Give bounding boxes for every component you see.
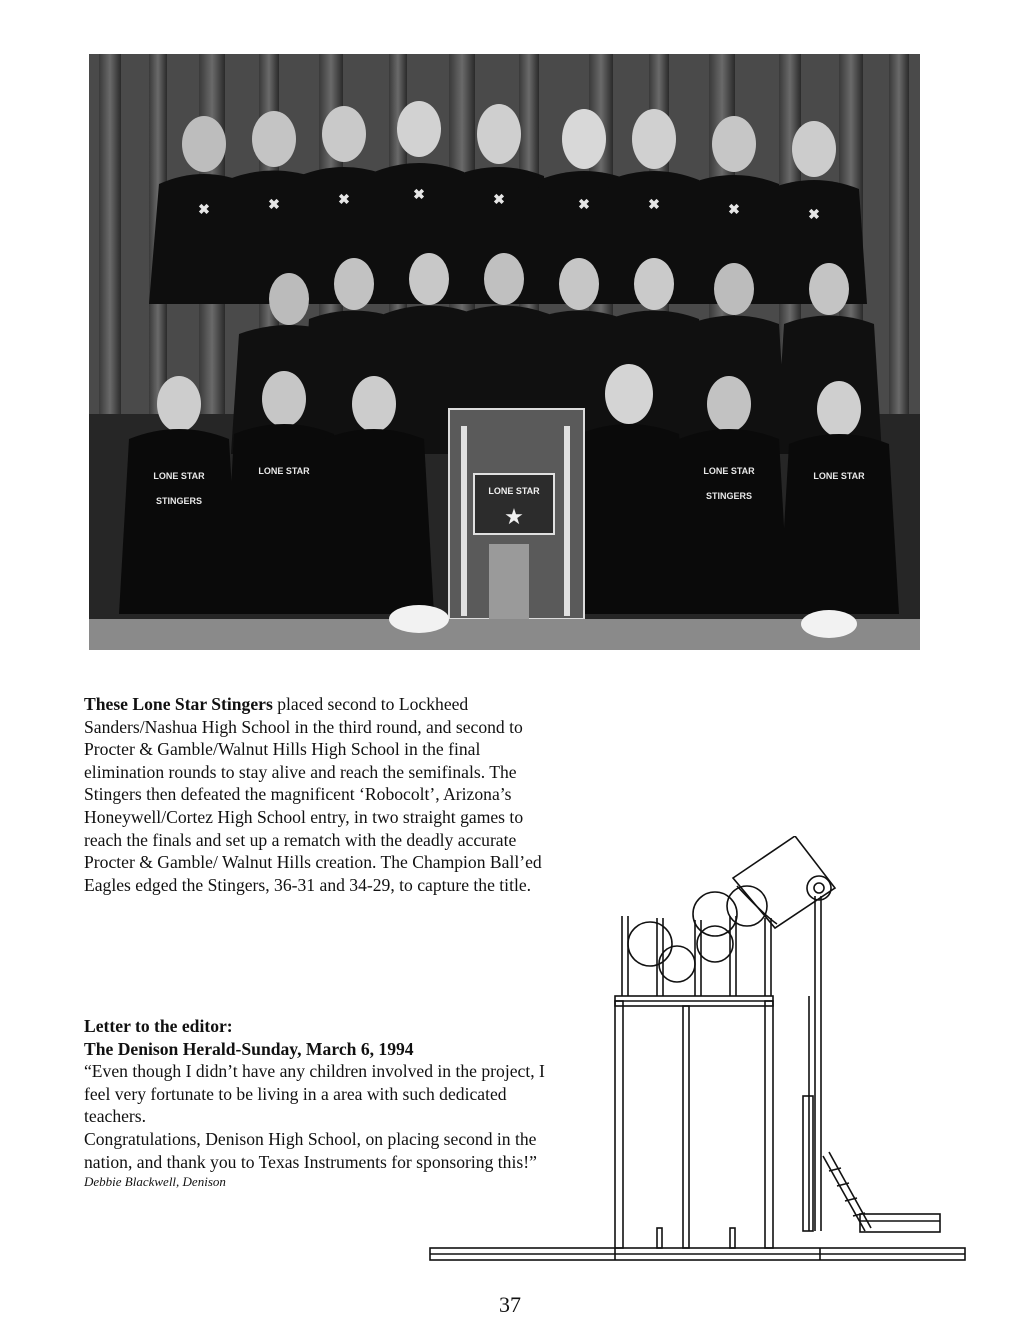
- letter-source: The Denison Herald-Sunday, March 6, 1994: [84, 1038, 414, 1059]
- robot: [449, 409, 584, 624]
- shirt-text-bottom: STINGERS: [155, 496, 203, 506]
- letter-paragraph-1: “Even though I didn’t have any children involved in the project, I feel very fortunate to be living in a area with such dedicated teachers.: [84, 1061, 545, 1127]
- shirt-text-top: LONE STAR: [813, 471, 865, 481]
- shirt-text-bottom: STINGERS: [705, 491, 753, 501]
- page-number: 37: [499, 1292, 521, 1317]
- svg-text:★: ★: [504, 504, 524, 529]
- team-photo: [89, 54, 920, 650]
- svg-text:✖: ✖: [648, 196, 660, 212]
- shirt-text-top: LONE STAR: [153, 471, 205, 481]
- svg-text:✖: ✖: [493, 191, 505, 207]
- svg-text:✖: ✖: [413, 186, 425, 202]
- caption-lead: These Lone Star Stingers: [84, 694, 273, 714]
- svg-text:✖: ✖: [198, 201, 210, 217]
- svg-text:✖: ✖: [338, 191, 350, 207]
- robot-sign-text: LONE STAR: [488, 486, 540, 496]
- svg-text:✖: ✖: [578, 196, 590, 212]
- shirt-text-top: LONE STAR: [703, 466, 755, 476]
- svg-text:✖: ✖: [728, 201, 740, 217]
- team-photo-illustration: [89, 54, 920, 650]
- svg-text:✖: ✖: [808, 206, 820, 222]
- floor: [89, 619, 920, 650]
- caption-body: placed second to Lockheed Sanders/Nashua High School in the third round, and second to Procter & Gamble/Walnut Hills High School in the final elimination rounds to stay alive and reach the semifinals. The Stingers then defeated the magnificent ‘Robocolt’, Arizona’s Honeywell/Cortez High School entry, in two straight games to reach the finals and set up a rematch with the deadly accurate Procter & Gamble/ Walnut Hills creation. The Champion Ball’ed Eagles edged the Stingers, 36-31 and 34-29, to capture the title.: [84, 694, 542, 895]
- robot-line-drawing: [425, 836, 970, 1270]
- letter-signature: Debbie Blackwell, Denison: [84, 1174, 226, 1190]
- svg-text:✖: ✖: [268, 196, 280, 212]
- letter-heading: Letter to the editor:: [84, 1016, 233, 1036]
- robot-drawing-svg: [425, 836, 970, 1270]
- letter-paragraph-2: Congratulations, Denison High School, on placing second in the nation, and thank you to Texas Instruments for sponsoring this!”: [84, 1128, 537, 1172]
- shirt-text-top: LONE STAR: [258, 466, 310, 476]
